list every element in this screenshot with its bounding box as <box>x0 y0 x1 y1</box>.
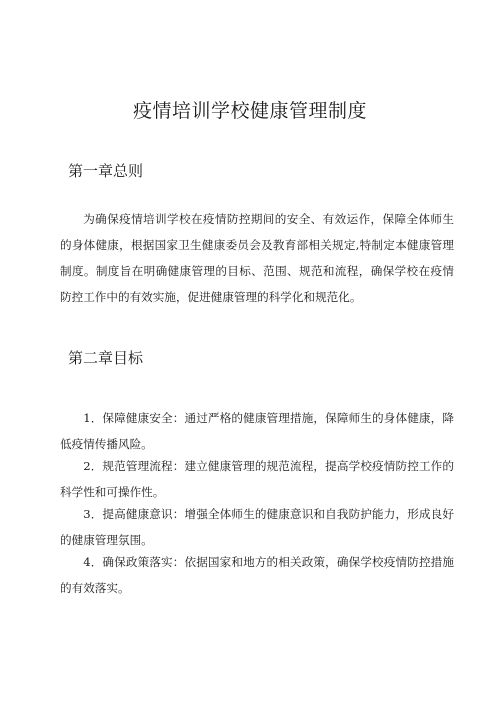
goal-item-policy: 4．确保政策落实：依据国家和地方的相关政策，确保学校疫情防控措施的有效落实。 <box>60 555 454 595</box>
goal-item-process: 2．规范管理流程：建立健康管理的规范流程，提高学校疫情防控工作的科学性和可操作性。 <box>60 459 454 499</box>
goal-item-health-safety: 1．保障健康安全：通过严格的健康管理措施，保障师生的身体健康，降低疫情传播风险。 <box>60 411 454 451</box>
goal-item-awareness: 3．提高健康意识：增强全体师生的健康意识和自我防护能力，形成良好的健康管理氛围。 <box>60 507 454 547</box>
chapter-heading-goals: 第二章目标 <box>68 349 144 367</box>
chapter-heading-general: 第一章总则 <box>68 162 144 180</box>
document-title: 疫情培训学校健康管理制度 <box>132 100 367 122</box>
paragraph-general-intro: 为确保疫情培训学校在疫情防控期间的安全、有效运作，保障全体师生的身体健康，根据国家卫生健康委员会及教育部相关规定,特制定本健康管理制度。制度旨在明确健康管理的目标、范围、规范和流程，确保学校在疫情防控工作中的有效实施，促进健康管理的科学化和规范化。 <box>60 212 454 304</box>
